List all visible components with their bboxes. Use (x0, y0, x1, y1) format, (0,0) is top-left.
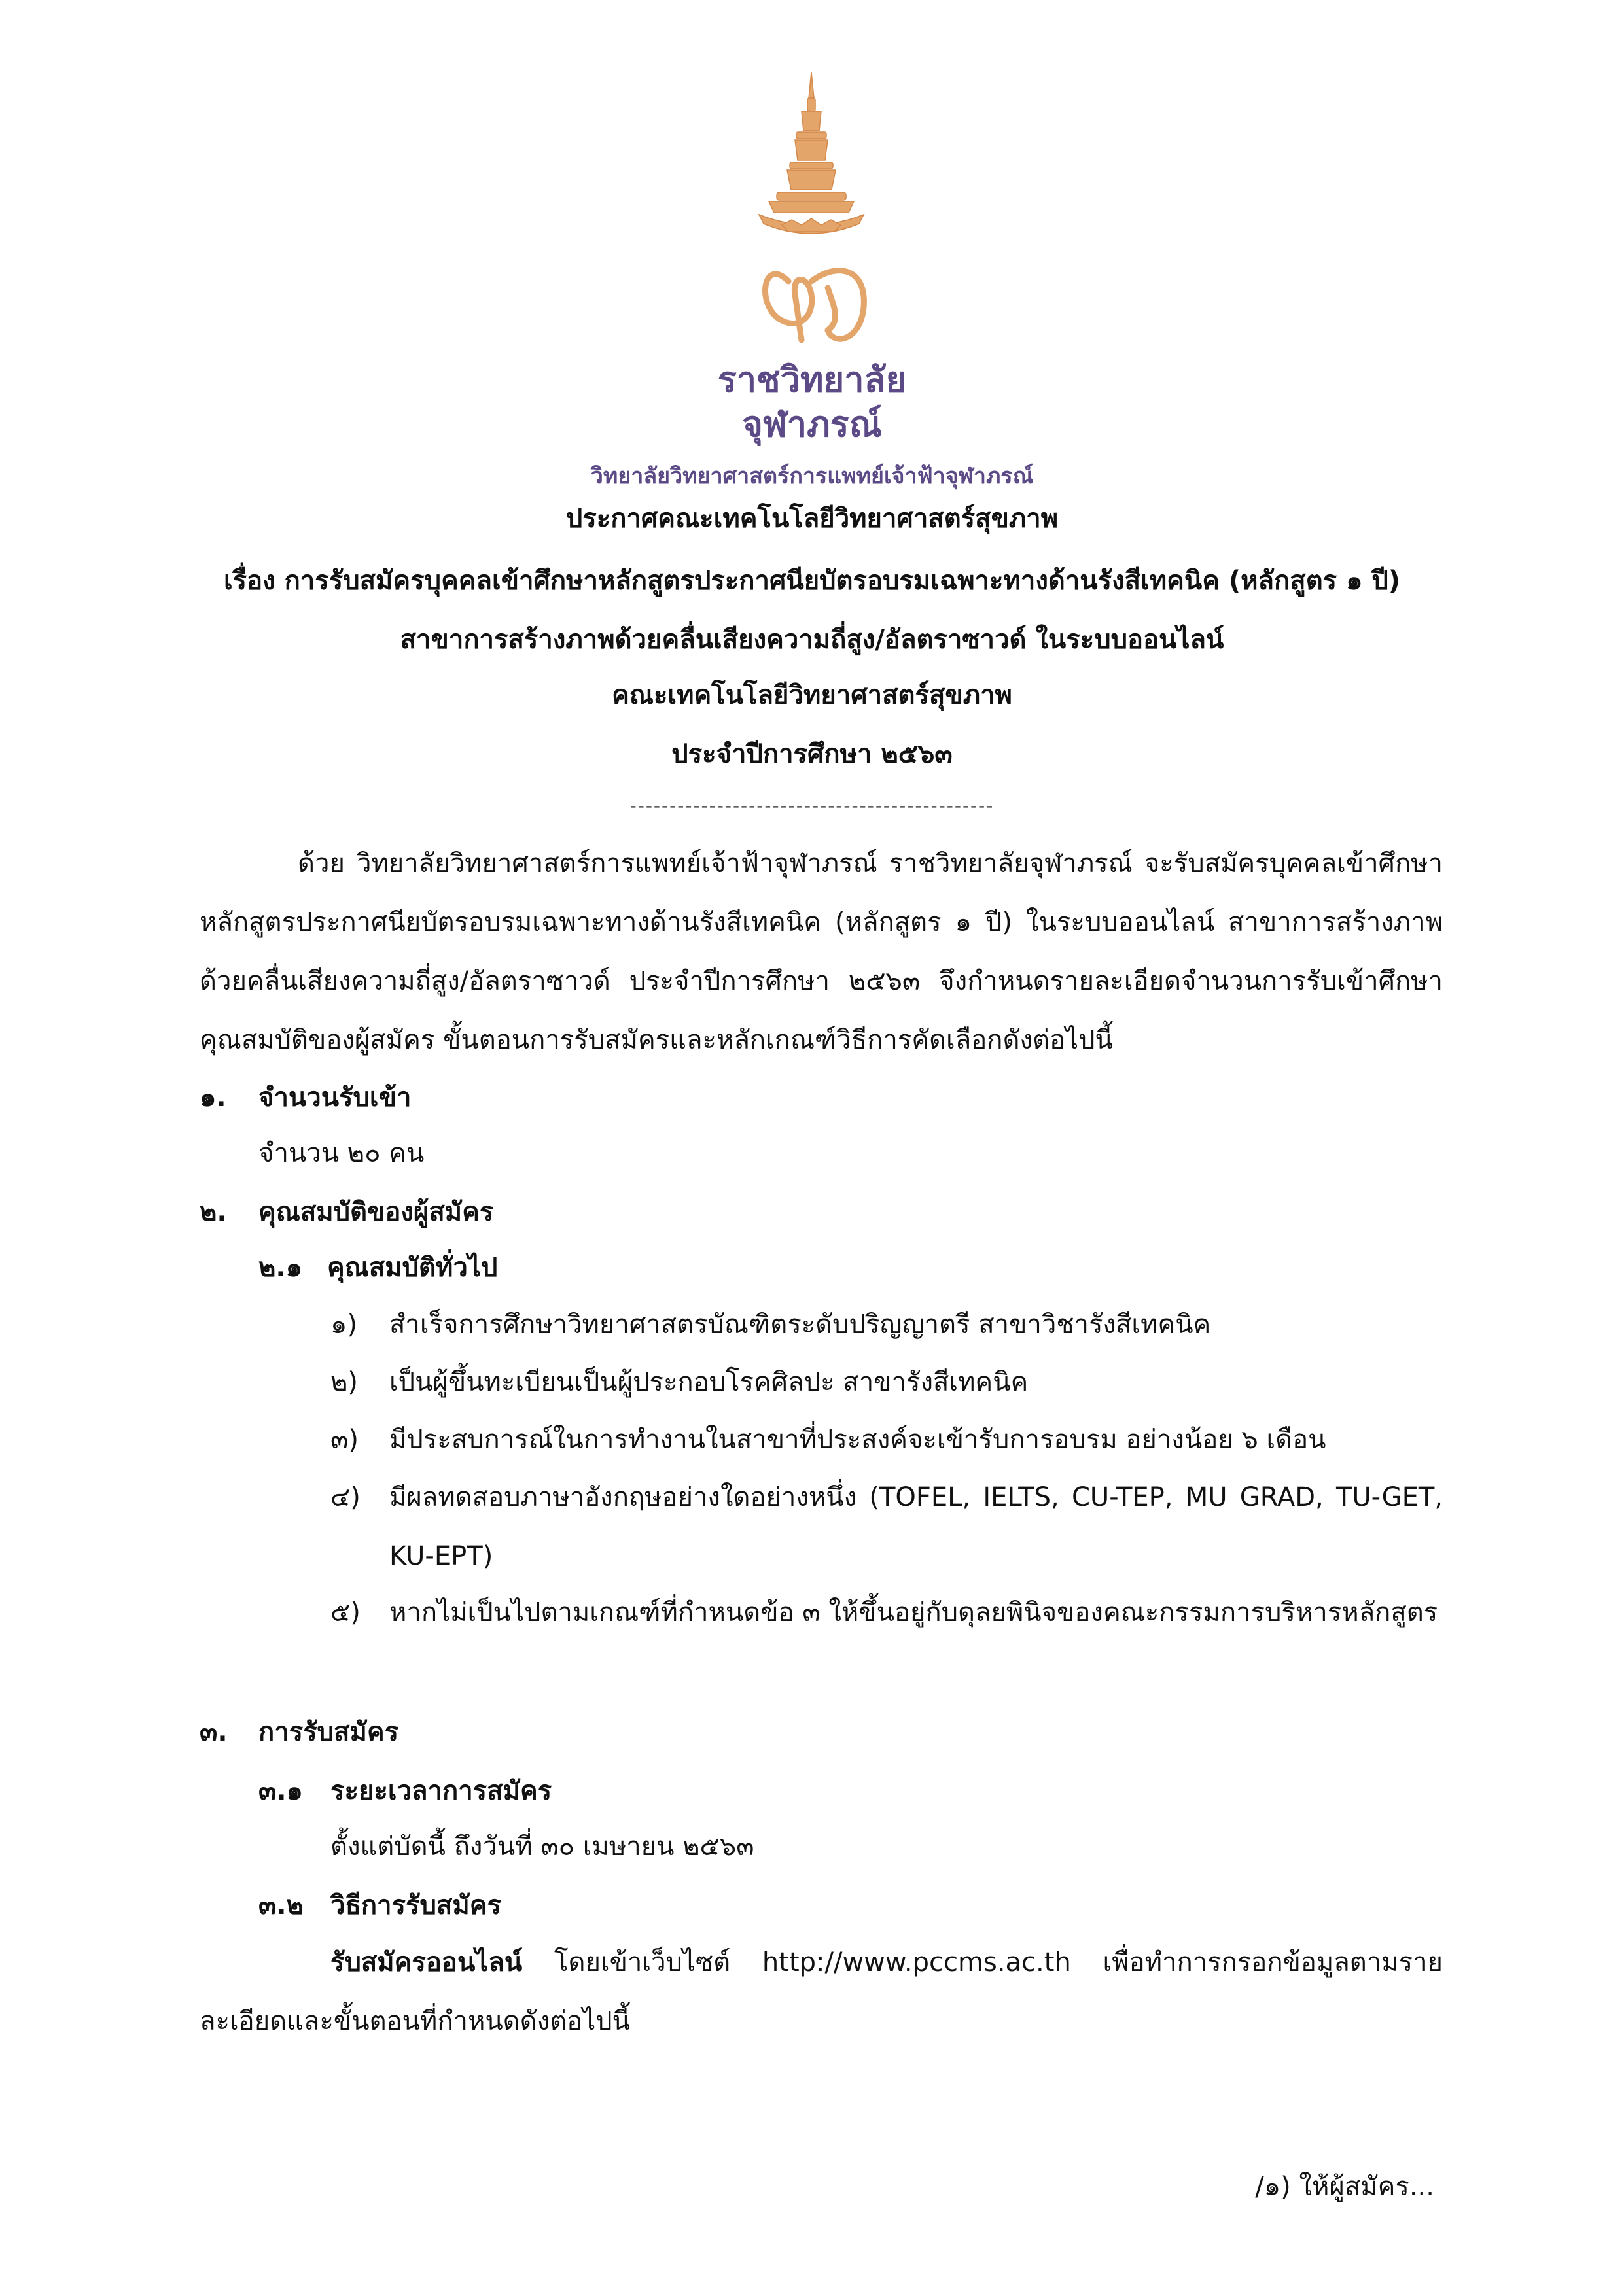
section-1-heading: จำนวนรับเข้า (258, 1083, 412, 1113)
online-application-paragraph (200, 1933, 1443, 2051)
subject-line-2: สาขาการสร้างภาพด้วยคลื่นเสียงความถี่สูง/อัลตราซาวด์ ในระบบออนไลน์ (400, 625, 1224, 655)
list-item-text: มีผลทดสอบภาษาอังกฤษอย่างใดอย่างหนึ่ง (TOFEL, IELTS, CU-TEP, MU GRAD, TU-GET, KU-EPT) (389, 1482, 1443, 1571)
section-3-2-number: ๓.๒ (258, 1890, 304, 1921)
intro-paragraph (200, 834, 1443, 1070)
subject-line-4: ประจำปีการศึกษา ๒๕๖๓ (671, 739, 953, 769)
section-1-content: จำนวน ๒๐ คน (258, 1138, 425, 1168)
online-application-label: รับสมัครออนไลน์ (330, 1947, 523, 1977)
list-item-number: ๑) (330, 1310, 357, 1340)
list-item-text: มีประสบการณ์ในการทำงานในสาขาที่ประสงค์จะเข้ารับการอบรม อย่างน้อย ๖ เดือน (389, 1425, 1326, 1455)
section-3-1-number: ๓.๑ (258, 1776, 303, 1806)
list-item-text: สำเร็จการศึกษาวิทยาศาสตรบัณฑิตระดับปริญญาตรี สาขาวิชารังสีเทคนิค (389, 1310, 1211, 1340)
announcement-issuer: ประกาศคณะเทคโนโลยีวิทยาศาสตร์สุขภาพ (565, 504, 1059, 534)
list-item-number: ๔) (330, 1482, 361, 1512)
online-application-text-after: เพื่อทำการกรอกข้อมูลตามรายละเอียดและขั้นตอนที่กำหนดดังต่อไปนี้ (200, 1947, 1443, 2036)
list-item (330, 1295, 1443, 1354)
list-item (330, 1468, 1443, 1586)
online-application-text-before: โดยเข้าเว็บไซต์ (522, 1947, 762, 1977)
section-3-1-content: ตั้งแต่บัดนี้ ถึงวันที่ ๓๐ เมษายน ๒๕๖๓ (330, 1832, 754, 1862)
section-2-1-number: ๒.๑ (258, 1253, 302, 1283)
section-3-2-heading: วิธีการรับสมัคร (330, 1890, 501, 1921)
list-item-number: ๕) (330, 1597, 361, 1627)
section-3-number: ๓. (200, 1717, 228, 1747)
royal-tiered-crown-emblem (730, 72, 893, 353)
list-item (330, 1353, 1443, 1412)
divider-line: ---------------------------------------------- (629, 795, 995, 816)
list-item (330, 1583, 1443, 1642)
page-continuation: /๑) ให้ผู้สมัคร... (1255, 2172, 1434, 2202)
list-item-number: ๒) (330, 1367, 358, 1397)
section-2-1-heading: คุณสมบัติทั่วไป (327, 1253, 498, 1283)
list-item-text: หากไม่เป็นไปตามเกณฑ์ที่กำหนดข้อ ๓ ให้ขึ้นอยู่กับดุลยพินิจของคณะกรรมการบริหารหลักสูตร (389, 1597, 1438, 1627)
website-link[interactable]: http://www.pccms.ac.th (762, 1947, 1071, 1977)
institution-name-line1: ราชวิทยาลัย (717, 359, 907, 400)
intro-text: ด้วย วิทยาลัยวิทยาศาสตร์การแพทย์เจ้าฟ้าจุฬาภรณ์ ราชวิทยาลัยจุฬาภรณ์ จะรับสมัครบุคคลเข้าศึกษาหลักสูตรประกาศนียบัตรอบรมเฉพาะทางด้านรังสีเทคนิค (หลักสูตร ๑ ปี) ในระบบออนไลน์ สาขาการสร้างภาพด้วยคลื่นเสียงความถี่สูง/อัลตราซาวด์ ประจำปีการศึกษา ๒๕๖๓ จึงกำหนดรายละเอียดจำนวนการรับเข้าศึกษา คุณสมบัติของผู้สมัคร ขั้นตอนการรับสมัครและหลักเกณฑ์วิธีการคัดเลือกดังต่อไปนี้ (200, 848, 1443, 1055)
section-2-number: ๒. (200, 1197, 227, 1227)
subject-line-1: เรื่อง การรับสมัครบุคคลเข้าศึกษาหลักสูตรประกาศนียบัตรอบรมเฉพาะทางด้านรังสีเทคนิค (หลักสูตร ๑ ปี) (223, 566, 1401, 596)
list-item-number: ๓) (330, 1425, 359, 1455)
section-3-1-heading: ระยะเวลาการสมัคร (330, 1776, 552, 1806)
list-item-text: เป็นผู้ขึ้นทะเบียนเป็นผู้ประกอบโรคศิลปะ สาขารังสีเทคนิค (389, 1367, 1029, 1397)
list-item (330, 1410, 1443, 1469)
college-name: วิทยาลัยวิทยาศาสตร์การแพทย์เจ้าฟ้าจุฬาภรณ์ (590, 463, 1034, 489)
section-1-number: ๑. (200, 1083, 226, 1113)
section-3-heading: การรับสมัคร (258, 1717, 399, 1747)
subject-line-3: คณะเทคโนโลยีวิทยาศาสตร์สุขภาพ (612, 680, 1012, 710)
institution-name-line2: จุฬาภรณ์ (742, 404, 882, 445)
section-2-heading: คุณสมบัติของผู้สมัคร (258, 1197, 494, 1227)
